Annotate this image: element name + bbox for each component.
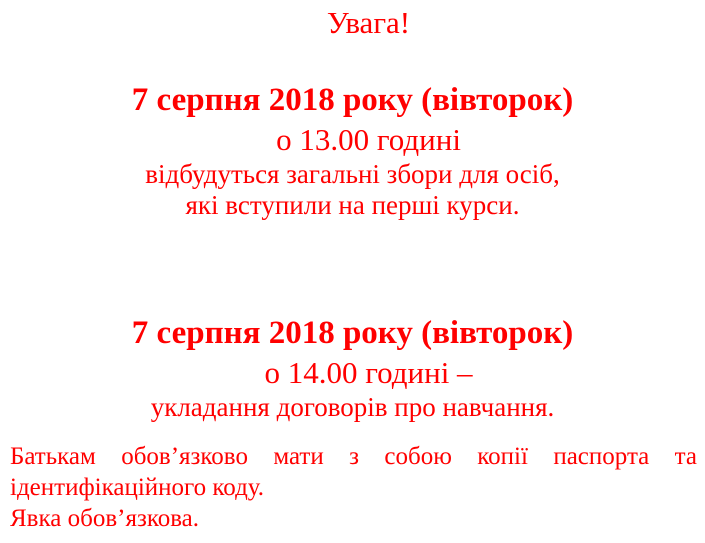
slide-title: Увага!	[326, 5, 411, 40]
parents-note-line-1: Батькам обов’язково мати з собою копії паспорта та	[10, 443, 697, 470]
contracts-time: о 14.00 годині –	[264, 355, 473, 390]
meeting-detail-line-2: які вступили на перші курси.	[185, 190, 520, 220]
attendance-note: Явка обов’язкова.	[10, 505, 200, 532]
parents-note	[10, 441, 697, 534]
contracts-detail-line: укладання договорів про навчання.	[150, 392, 555, 422]
parents-note-line-2: ідентифікаційного коду.	[10, 474, 265, 501]
meeting-date-heading: 7 серпня 2018 року (вівторок)	[131, 82, 574, 118]
meeting-detail-line-1: відбудуться загальні збори для осіб,	[145, 159, 560, 189]
meeting-section	[0, 80, 705, 221]
contracts-date-heading: 7 серпня 2018 року (вівторок)	[131, 315, 574, 351]
meeting-time: о 13.00 годині	[276, 122, 461, 157]
contracts-section	[0, 313, 705, 423]
